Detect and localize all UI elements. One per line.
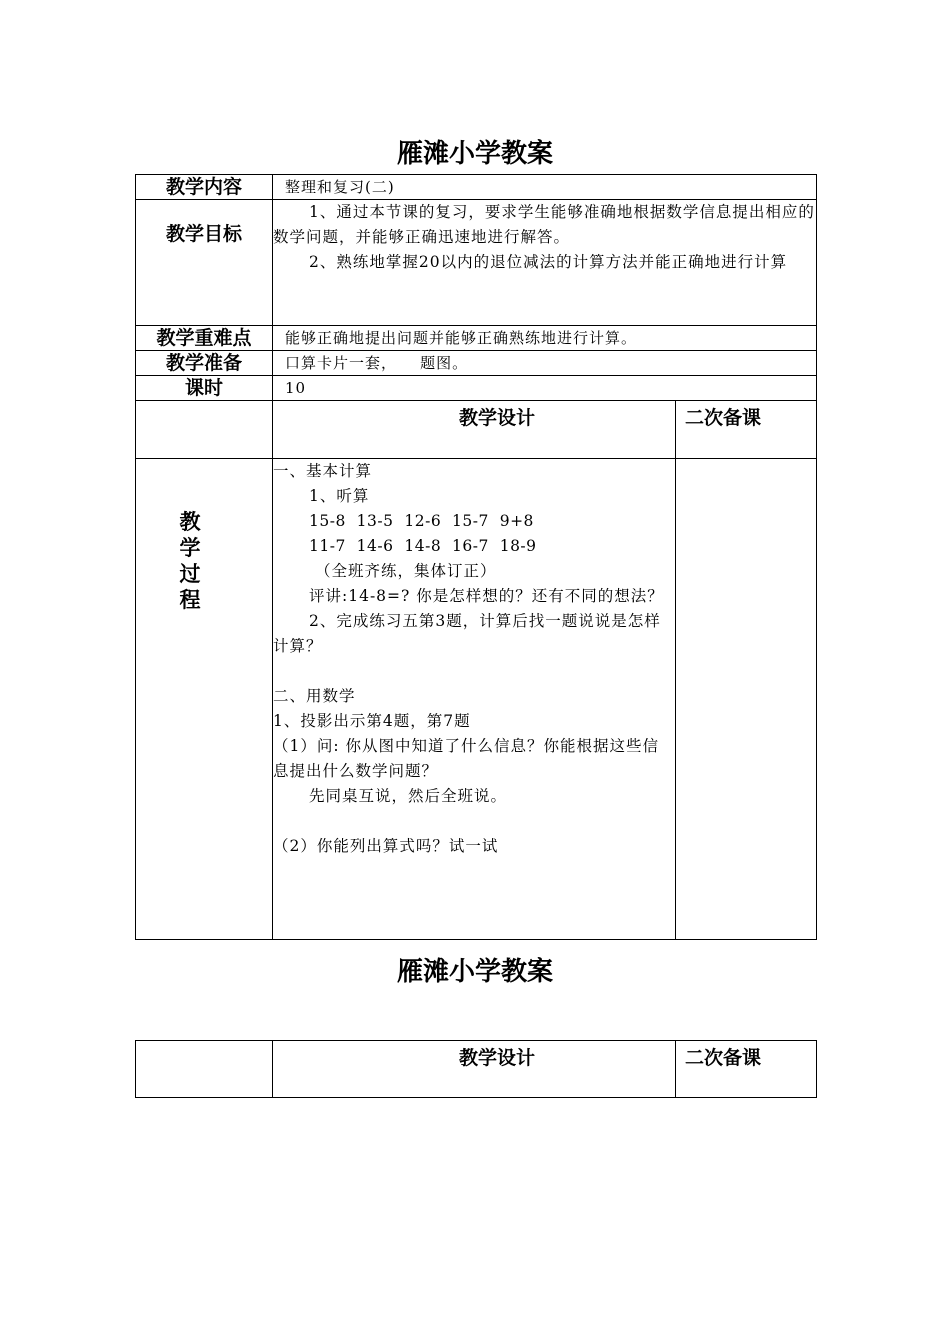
- process-line: 先同桌互说，然后全班说。: [309, 787, 508, 805]
- process-line: （2）你能列出算式吗？试一试: [273, 837, 499, 855]
- difficulty-label: 教学重难点: [136, 326, 273, 351]
- difficulty-value: 能够正确地提出问题并能够正确熟练地进行计算。: [273, 326, 817, 351]
- process-label-char: 程: [179, 588, 201, 612]
- process-label-cell: [136, 459, 273, 940]
- goal-label: 教学目标: [136, 200, 273, 326]
- process-label-char: 过: [179, 562, 201, 586]
- content-value: 整理和复习(二): [273, 175, 817, 200]
- design-header: 教学设计: [273, 1041, 676, 1098]
- process-line: 1、投影出示第4题，第7题: [273, 712, 471, 730]
- lesson-plan-table-2: [135, 1040, 817, 1098]
- process-line: 11-7 14-6 14-8 16-7 18-9: [309, 537, 537, 555]
- header-blank-cell: [136, 401, 273, 459]
- hours-value: 10: [273, 376, 817, 401]
- process-label: [177, 509, 203, 613]
- process-line: （全班齐练，集体订正）: [309, 562, 497, 580]
- prep-label: 教学准备: [136, 351, 273, 376]
- process-line: [273, 659, 675, 684]
- process-line: 评讲:14-8=? 你是怎样想的？还有不同的想法？: [309, 587, 664, 605]
- goal-value: [273, 200, 817, 326]
- process-label-char: 教: [179, 510, 201, 534]
- backup-cell: [676, 459, 817, 940]
- hours-label: 课时: [136, 376, 273, 401]
- process-line: 2、完成练习五第3题，计算后找一题说说是怎样计算？: [273, 612, 661, 655]
- backup-header: 二次备课: [676, 401, 817, 459]
- process-line: 二、用数学: [273, 687, 356, 705]
- process-line: [273, 809, 675, 834]
- process-label-char: 学: [179, 536, 201, 560]
- process-line: （1）问: 你从图中知道了什么信息？你能根据这些信息提出什么数学问题？: [273, 737, 660, 780]
- process-line: 1、听算: [309, 487, 370, 505]
- lesson-plan-table: [135, 174, 817, 940]
- content-label: 教学内容: [136, 175, 273, 200]
- goal-line: 1、通过本节课的复习，要求学生能够准确地根据数学信息提出相应的数学问题，并能够正确迅速地进行解答。: [273, 203, 815, 246]
- prep-value: 口算卡片一套， 题图。: [273, 351, 817, 376]
- header-blank-cell: [136, 1041, 273, 1098]
- goal-line: 2、熟练地掌握20以内的退位减法的计算方法并能正确地进行计算: [309, 253, 788, 271]
- page-title: 雁滩小学教案: [396, 957, 553, 987]
- design-header: 教学设计: [273, 401, 676, 459]
- process-line: 15-8 13-5 12-6 15-7 9+8: [309, 512, 534, 530]
- process-content: [273, 459, 676, 940]
- process-line: 一、基本计算: [273, 462, 373, 480]
- backup-header: 二次备课: [676, 1041, 817, 1098]
- page-title: 雁滩小学教案: [396, 139, 553, 169]
